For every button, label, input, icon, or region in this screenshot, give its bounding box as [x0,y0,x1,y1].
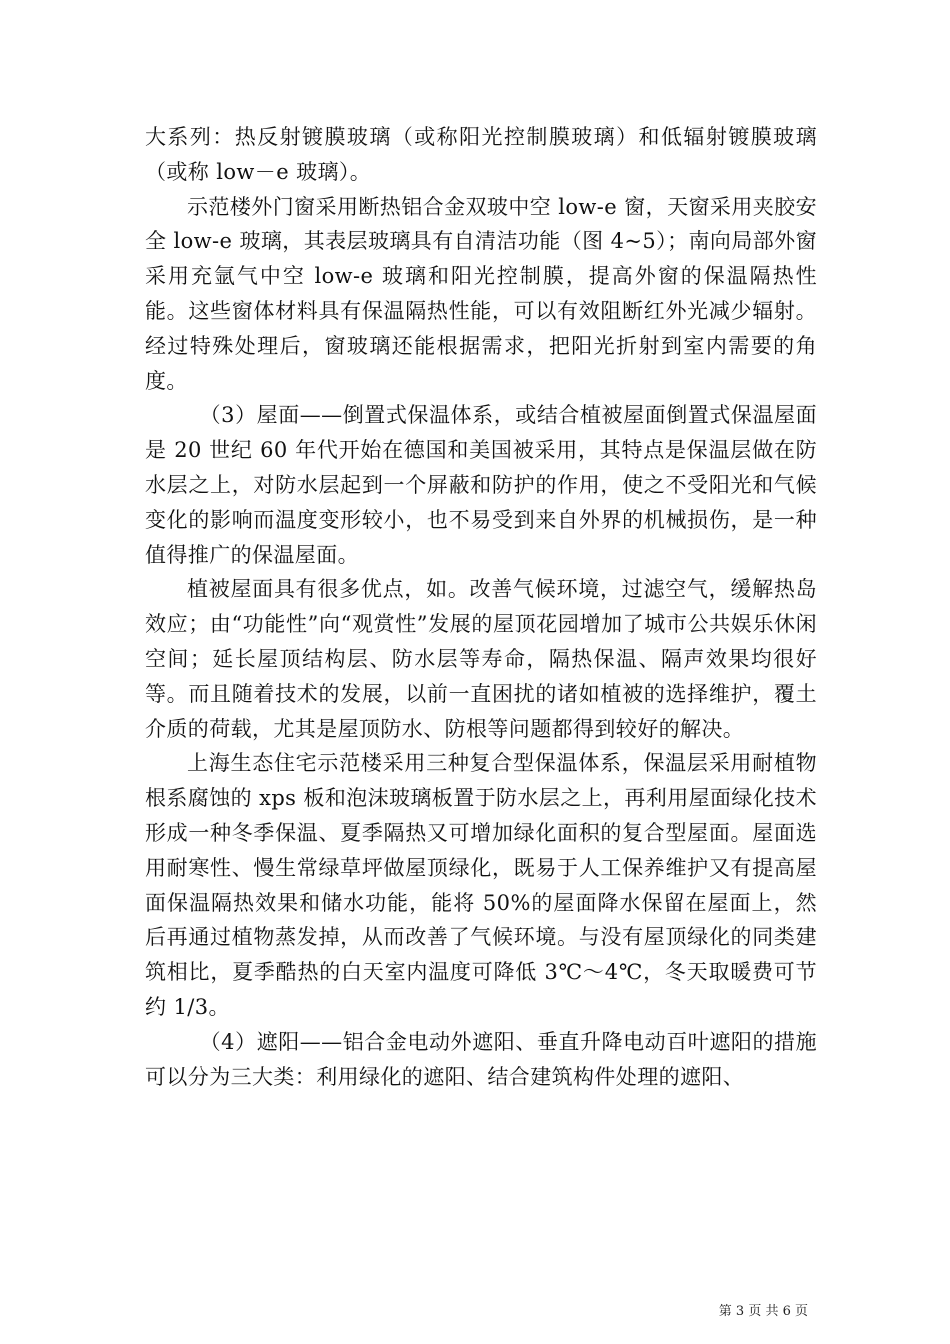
body-text [145,120,817,1094]
page-number: 第 3 页 共 6 页 [718,1304,808,1319]
paragraph-green-roof: 植被屋面具有很多优点，如。改善气候环境，过滤空气，缓解热岛效应；由“功能性”向“观赏性”发展的屋顶花园增加了城市公共娱乐休闲空间；延长屋顶结构层、防水层等寿命，隔热保温、隔声效果均很好等。而且随着技术的发展，以前一直困扰的诸如植被的选择维护，覆土介质的荷载，尤其是屋顶防水、防根等问题都得到较好的解决。 [145,577,817,741]
paragraph-glass-series: 大系列：热反射镀膜玻璃（或称阳光控制膜玻璃）和低辐射镀膜玻璃（或称 low－e 玻璃）。 [145,125,817,184]
paragraph-shanghai-demo: 上海生态住宅示范楼采用三种复合型保温体系，保温层采用耐植物根系腐蚀的 xps 板和泡沫玻璃板置于防水层之上，再利用屋面绿化技术形成一种冬季保温、夏季隔热又可增加绿化面积的复合型屋面。屋面选用耐寒性、慢生常绿草坪做屋顶绿化，既易于人工保养维护又有提高屋面保温隔热效果和储水功能，能将 50%的屋面降水保留在屋面上，然后再通过植物蒸发掉，从而改善了气候环境。与没有屋顶绿化的同类建筑相比，夏季酷热的白天室内温度可降低 3℃～4℃，冬天取暖费可节约 1/3。 [145,751,818,1019]
paragraph-demo-windows: 示范楼外门窗采用断热铝合金双玻中空 low-e 窗，天窗采用夹胶安全 low-e 玻璃，其表层玻璃具有自清洁功能（图 4~5）；南向局部外窗采用充氩气中空 low-e 玻璃和阳光控制膜，提高外窗的保温隔热性能。这些窗体材料具有保温隔热性能，可以有效阻断红外光减少辐射。经过特殊处理后，窗玻璃还能根据需求，把阳光折射到室内需要的角度。 [145,194,817,393]
paragraph-shading: （4）遮阳——铝合金电动外遮阳、垂直升降电动百叶遮阳的措施可以分为三大类：利用绿化的遮阳、结合建筑构件处理的遮阳、 [145,1029,817,1089]
paragraph-roof: （3）屋面——倒置式保温体系，或结合植被屋面倒置式保温屋面是 20 世纪 60 年代开始在德国和美国被采用，其特点是保温层做在防水层之上，对防水层起到一个屏蔽和防护的作用，使之不受阳光和气候变化的影响而温度变形较小，也不易受到来自外界的机械损伤，是一种值得推广的保温屋面。 [145,403,817,567]
